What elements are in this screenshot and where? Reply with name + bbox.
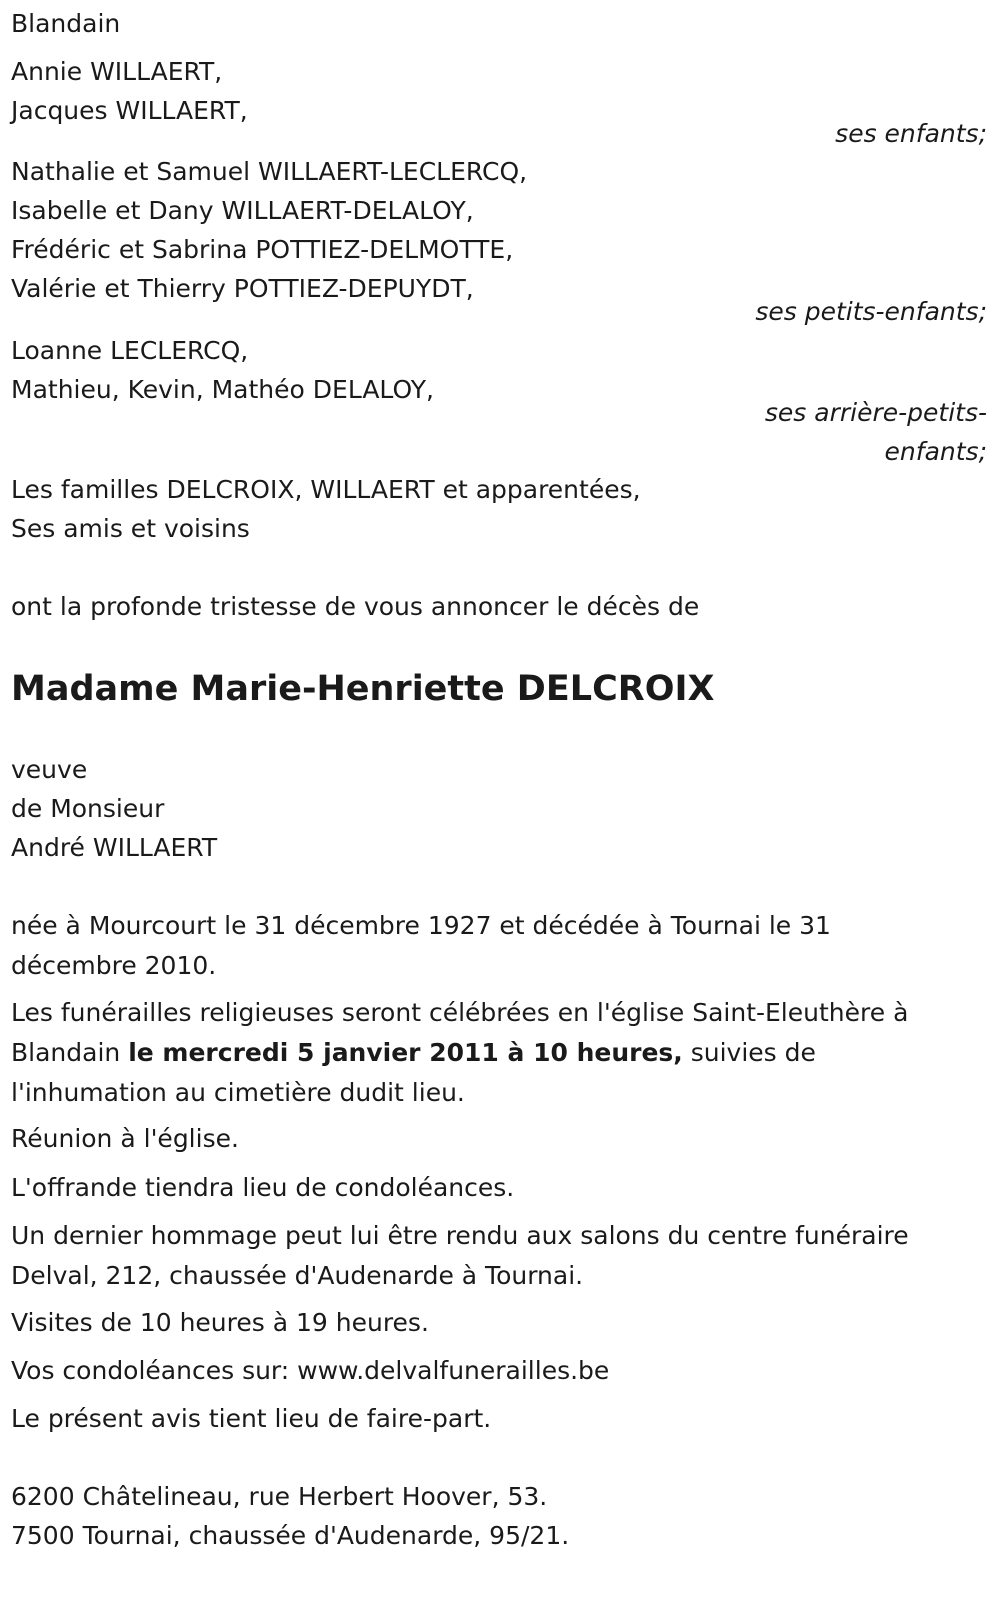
families-line: Les familles DELCROIX, WILLAERT et apparentées, [11, 475, 641, 504]
deceased-name: Madame Marie-Henriette DELCROIX [11, 669, 715, 709]
funeral-date: le mercredi 5 janvier 2011 à 10 heures, [128, 1038, 683, 1067]
notice: Le présent avis tient lieu de faire-part. [11, 1404, 492, 1433]
great-grandchildren-name: Mathieu, Kevin, Mathéo DELALOY, [11, 375, 434, 404]
great-grandchildren-role: enfants; [884, 437, 987, 466]
grandchildren-name: Valérie et Thierry POTTIEZ-DEPUYDT, [11, 274, 474, 303]
header-place: Blandain [11, 9, 121, 38]
children-name: Jacques WILLAERT, [11, 96, 248, 125]
visits: Visites de 10 heures à 19 heures. [11, 1308, 429, 1337]
grandchildren-name: Frédéric et Sabrina POTTIEZ-DELMOTTE, [11, 235, 514, 264]
grandchildren-name: Nathalie et Samuel WILLAERT-LECLERCQ, [11, 157, 528, 186]
grandchildren-role: ses petits-enfants; [755, 297, 987, 326]
friends-line: Ses amis et voisins [11, 514, 250, 543]
grandchildren-name: Isabelle et Dany WILLAERT-DELALOY, [11, 196, 474, 225]
children-role: ses enfants; [835, 119, 987, 148]
great-grandchildren-role: ses arrière-petits- [764, 398, 987, 427]
offering: L'offrande tiendra lieu de condoléances. [11, 1173, 515, 1202]
widow-line: André WILLAERT [11, 833, 218, 862]
widow-line: veuve [11, 755, 88, 784]
funeral-details [11, 993, 956, 1113]
funeral-text: Les funérailles religieuses seront célébrées en l'église Saint-Eleuthère à Blandain [11, 998, 909, 1067]
birth-death: née à Mourcourt le 31 décembre 1927 et décédée à Tournai le 31 décembre 2010. [11, 911, 831, 980]
great-grandchildren-name: Loanne LECLERCQ, [11, 336, 249, 365]
meeting: Réunion à l'église. [11, 1124, 239, 1153]
announcement: ont la profonde tristesse de vous annoncer le décès de [11, 592, 700, 621]
address-line: 6200 Châtelineau, rue Herbert Hoover, 53. [11, 1482, 548, 1511]
widow-line: de Monsieur [11, 794, 165, 823]
children-name: Annie WILLAERT, [11, 57, 223, 86]
address-line: 7500 Tournai, chaussée d'Audenarde, 95/21. [11, 1521, 570, 1550]
condolences: Vos condoléances sur: www.delvalfunerailles.be [11, 1356, 610, 1385]
funeral-text-after: suivies de l'inhumation au cimetière dudit lieu. [11, 1038, 816, 1107]
tribute: Un dernier hommage peut lui être rendu aux salons du centre funéraire Delval, 212, chaussée d'Audenarde à Tournai. [11, 1221, 909, 1290]
